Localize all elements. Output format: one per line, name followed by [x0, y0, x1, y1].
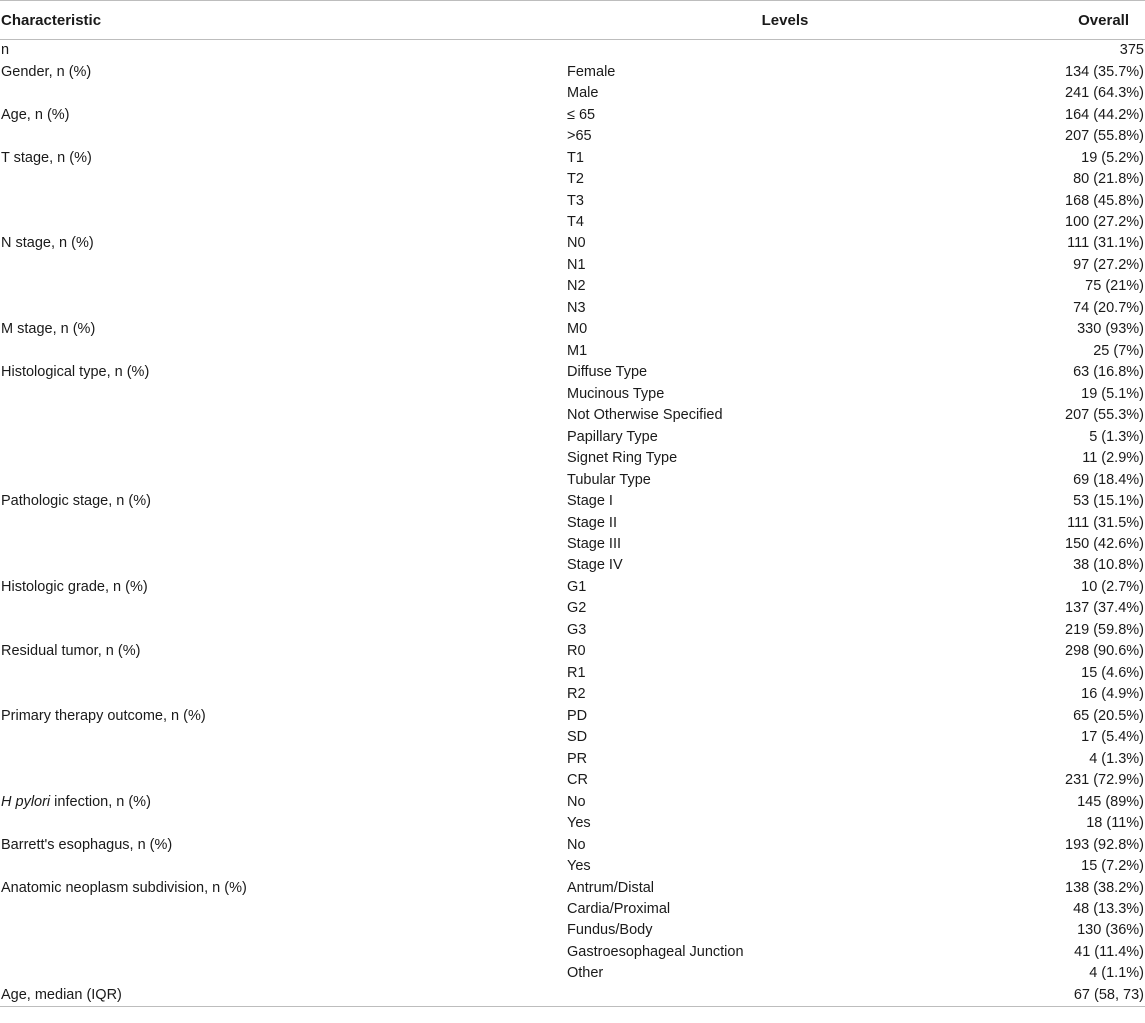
table-row — [0, 426, 1145, 447]
table-row — [0, 748, 1145, 769]
table-row — [0, 577, 1145, 598]
cell-overall: 100 (27.2%) — [1065, 213, 1144, 230]
cell-characteristic: M stage, n (%) — [1, 321, 96, 338]
cell-overall: 207 (55.3%) — [1065, 407, 1144, 424]
cell-overall: 19 (5.1%) — [1081, 385, 1144, 402]
cell-overall: 38 (10.8%) — [1073, 557, 1144, 574]
cell-level: CR — [567, 772, 588, 789]
cell-characteristic — [0, 169, 560, 190]
cell-characteristic — [0, 212, 560, 233]
cell-characteristic-rest: infection, n (%) — [50, 793, 151, 810]
table-header — [0, 1, 1145, 40]
cell-overall: 69 (18.4%) — [1073, 471, 1144, 488]
cell-characteristic — [0, 727, 560, 748]
table-row — [0, 405, 1145, 426]
table-row — [0, 233, 1145, 254]
cell-level: >65 — [567, 128, 592, 145]
cell-level: Stage IV — [567, 557, 623, 574]
cell-level: Other — [567, 965, 604, 982]
table-row — [0, 190, 1145, 211]
cell-level: M1 — [567, 342, 588, 359]
header-characteristic: Characteristic — [0, 1, 560, 40]
cell-level: ≤ 65 — [567, 106, 596, 123]
cell-overall: 150 (42.6%) — [1065, 536, 1144, 553]
cell-overall: 19 (5.2%) — [1081, 149, 1144, 166]
cell-overall: 15 (7.2%) — [1081, 858, 1144, 875]
cell-level: R1 — [567, 664, 586, 681]
cell-overall: 41 (11.4%) — [1074, 943, 1144, 960]
cell-characteristic — [0, 276, 560, 297]
cell-level: Female — [567, 63, 616, 80]
cell-characteristic — [0, 255, 560, 276]
cell-characteristic: n — [1, 42, 10, 59]
cell-overall: 16 (4.9%) — [1081, 686, 1144, 703]
cell-level: Yes — [567, 815, 591, 832]
table-row — [0, 83, 1145, 104]
cell-level: Tubular Type — [567, 471, 651, 488]
cell-level — [560, 40, 1000, 62]
cell-overall: 65 (20.5%) — [1073, 707, 1144, 724]
header-overall: Overall — [1000, 1, 1145, 40]
cell-characteristic: Age, median (IQR) — [0, 985, 560, 1007]
cell-level: R0 — [567, 643, 586, 660]
cell-level: Papillary Type — [567, 428, 658, 445]
cell-overall: 138 (38.2%) — [1065, 879, 1144, 896]
cell-characteristic — [0, 83, 560, 104]
cell-overall: 111 (31.5%) — [1067, 514, 1144, 531]
table-row — [0, 341, 1145, 362]
cell-level: T1 — [567, 149, 584, 166]
cell-level: N0 — [567, 235, 586, 252]
cell-characteristic — [0, 384, 560, 405]
cell-level: Stage III — [567, 536, 622, 553]
cell-characteristic — [0, 341, 560, 362]
cell-characteristic — [0, 405, 560, 426]
cell-overall: 231 (72.9%) — [1065, 772, 1144, 789]
cell-overall: 130 (36%) — [1077, 922, 1144, 939]
cell-overall: 18 (11%) — [1086, 815, 1144, 832]
cell-level — [560, 985, 1000, 1007]
table-row — [0, 684, 1145, 705]
table-row — [0, 963, 1145, 984]
cell-overall: 5 (1.3%) — [1089, 428, 1144, 445]
table-row — [0, 319, 1145, 340]
table-row — [0, 598, 1145, 619]
cell-level: PD — [567, 707, 588, 724]
cell-characteristic: T stage, n (%) — [1, 149, 92, 166]
table-row — [0, 491, 1145, 512]
table-row — [0, 384, 1145, 405]
cell-level: Not Otherwise Specified — [567, 407, 723, 424]
cell-overall: 67 (58, 73) — [1000, 985, 1145, 1007]
cell-overall: 15 (4.6%) — [1081, 664, 1144, 681]
cell-level: Stage I — [567, 493, 613, 510]
cell-overall: 111 (31.1%) — [1067, 235, 1144, 252]
table-row — [0, 298, 1145, 319]
cell-overall: 375 — [1119, 42, 1144, 59]
cell-characteristic — [0, 598, 560, 619]
cell-characteristic — [0, 469, 560, 490]
cell-level: No — [567, 793, 586, 810]
cell-overall: 4 (1.1%) — [1089, 965, 1144, 982]
table-row — [0, 40, 1145, 62]
table-row — [0, 899, 1145, 920]
cell-characteristic: Age, n (%) — [1, 106, 70, 123]
cell-characteristic — [0, 190, 560, 211]
header-row — [0, 1, 1145, 40]
cell-level: Mucinous Type — [567, 385, 665, 402]
table-row — [0, 255, 1145, 276]
cell-characteristic — [0, 426, 560, 447]
table-row — [0, 706, 1145, 727]
cell-overall: 134 (35.7%) — [1065, 63, 1144, 80]
cell-characteristic — [0, 748, 560, 769]
cell-overall: 17 (5.4%) — [1081, 729, 1144, 746]
cell-overall: 53 (15.1%) — [1073, 493, 1144, 510]
cell-overall: 63 (16.8%) — [1073, 364, 1144, 381]
table-row — [0, 212, 1145, 233]
cell-level: Signet Ring Type — [567, 450, 678, 467]
cell-characteristic: Histologic grade, n (%) — [1, 578, 148, 595]
cell-characteristic: Barrett's esophagus, n (%) — [1, 836, 173, 853]
table-row — [0, 770, 1145, 791]
cell-level: Diffuse Type — [567, 364, 648, 381]
cell-characteristic — [0, 942, 560, 963]
cell-level: N3 — [567, 299, 586, 316]
cell-characteristic — [0, 684, 560, 705]
cell-overall: 4 (1.3%) — [1089, 750, 1144, 767]
table-row — [0, 834, 1145, 855]
cell-overall: 74 (20.7%) — [1073, 299, 1144, 316]
cell-level: Fundus/Body — [567, 922, 653, 939]
cell-overall: 168 (45.8%) — [1065, 192, 1144, 209]
cell-characteristic — [0, 620, 560, 641]
cell-overall: 75 (21%) — [1085, 278, 1144, 295]
cell-level: N1 — [567, 256, 586, 273]
cell-characteristic: Histological type, n (%) — [1, 364, 150, 381]
table-row — [0, 276, 1145, 297]
cell-characteristic — [0, 555, 560, 576]
table-row — [0, 985, 1145, 1007]
cell-overall: 298 (90.6%) — [1065, 643, 1144, 660]
cell-level: Stage II — [567, 514, 617, 531]
cell-level: Yes — [567, 858, 591, 875]
table-row — [0, 534, 1145, 555]
table-row — [0, 620, 1145, 641]
cell-characteristic — [0, 663, 560, 684]
cell-characteristic: Anatomic neoplasm subdivision, n (%) — [1, 879, 247, 896]
cell-characteristic — [0, 298, 560, 319]
cell-level: Cardia/Proximal — [567, 900, 671, 917]
cell-level: G2 — [567, 600, 587, 617]
cell-overall: 80 (21.8%) — [1073, 171, 1144, 188]
table-row — [0, 663, 1145, 684]
table-row — [0, 169, 1145, 190]
cell-overall: 219 (59.8%) — [1065, 621, 1144, 638]
cell-characteristic-italic: H pylori — [1, 793, 51, 810]
header-levels: Levels — [560, 1, 1000, 40]
table-row — [0, 555, 1145, 576]
cell-level: G3 — [567, 621, 587, 638]
table-row — [0, 877, 1145, 898]
cell-overall: 97 (27.2%) — [1073, 256, 1144, 273]
cell-level: T3 — [567, 192, 584, 209]
cell-overall: 48 (13.3%) — [1073, 900, 1144, 917]
table-row — [0, 104, 1145, 125]
table-row — [0, 448, 1145, 469]
table-row — [0, 791, 1145, 812]
cell-characteristic: Gender, n (%) — [1, 63, 92, 80]
table-row — [0, 61, 1145, 82]
table-row — [0, 813, 1145, 834]
table-row — [0, 856, 1145, 877]
cell-characteristic — [0, 534, 560, 555]
cell-overall: 193 (92.8%) — [1065, 836, 1144, 853]
cell-level: SD — [567, 729, 588, 746]
cell-overall: 241 (64.3%) — [1065, 85, 1144, 102]
table-row — [0, 147, 1145, 168]
cell-characteristic — [0, 813, 560, 834]
cell-level: Gastroesophageal Junction — [567, 943, 744, 960]
cell-overall: 11 (2.9%) — [1082, 450, 1144, 467]
table-row — [0, 512, 1145, 533]
cell-overall: 10 (2.7%) — [1081, 578, 1144, 595]
cell-characteristic: Pathologic stage, n (%) — [1, 493, 151, 510]
cell-level: M0 — [567, 321, 588, 338]
table-row — [0, 942, 1145, 963]
cell-level: PR — [567, 750, 588, 767]
cell-characteristic — [0, 899, 560, 920]
cell-characteristic: Residual tumor, n (%) — [1, 643, 141, 660]
table-row — [0, 362, 1145, 383]
cell-level: Antrum/Distal — [567, 879, 655, 896]
cell-overall: 330 (93%) — [1077, 321, 1144, 338]
cell-overall: 137 (37.4%) — [1065, 600, 1144, 617]
table-row — [0, 727, 1145, 748]
cell-characteristic — [0, 791, 560, 812]
cell-characteristic: N stage, n (%) — [1, 235, 94, 252]
cell-level: T4 — [567, 213, 584, 230]
cell-characteristic — [0, 963, 560, 984]
cell-characteristic — [0, 770, 560, 791]
table-row — [0, 641, 1145, 662]
cell-level: Male — [567, 85, 599, 102]
cell-level: No — [567, 836, 586, 853]
cell-characteristic — [0, 856, 560, 877]
cell-level: N2 — [567, 278, 586, 295]
table-row — [0, 469, 1145, 490]
cell-characteristic — [0, 512, 560, 533]
table-row — [0, 126, 1145, 147]
cell-level: T2 — [567, 171, 584, 188]
cell-level: R2 — [567, 686, 586, 703]
cell-overall: 207 (55.8%) — [1065, 128, 1144, 145]
table-body — [0, 40, 1145, 1007]
table-row — [0, 920, 1145, 941]
cell-overall: 145 (89%) — [1077, 793, 1144, 810]
cell-level: G1 — [567, 578, 587, 595]
cell-characteristic — [0, 920, 560, 941]
cell-characteristic — [0, 448, 560, 469]
cell-overall: 164 (44.2%) — [1065, 106, 1144, 123]
cell-overall: 25 (7%) — [1093, 342, 1144, 359]
cell-characteristic — [0, 126, 560, 147]
cell-characteristic: Primary therapy outcome, n (%) — [1, 707, 206, 724]
